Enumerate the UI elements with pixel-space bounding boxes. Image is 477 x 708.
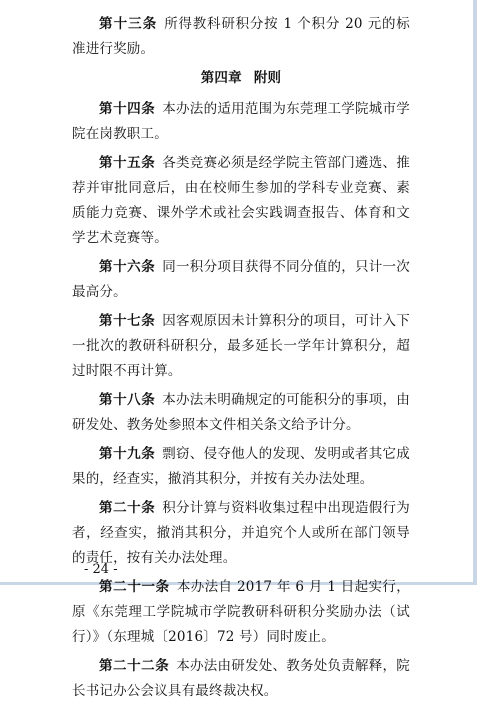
article-17 <box>72 309 410 384</box>
chapter-number: 第四章 <box>200 70 242 86</box>
article-19 <box>72 442 410 492</box>
page-frame-right <box>473 0 477 585</box>
chapter-heading <box>72 66 410 91</box>
article-label: 第十三条 <box>99 16 158 32</box>
article-label: 第二十条 <box>99 500 156 516</box>
article-21 <box>72 575 410 650</box>
article-text: 因客观原因未计算积分的项目，可计入下一批次的教研科研积分，最多延长一学年计算积分，超过时限不再计算。 <box>72 313 410 379</box>
article-label: 第十六条 <box>99 259 156 275</box>
article-text: 各类竞赛必须是经学院主管部门遴选、推荐并审批同意后，由在校师生参加的学科专业竞赛、素质能力竞赛、课外学术或社会实践调查报告、体育和文学艺术竞赛等。 <box>72 155 410 246</box>
article-label: 第十七条 <box>99 313 156 329</box>
article-text: 本办法的适用范围为东莞理工学院城市学院在岗教职工。 <box>72 101 410 142</box>
article-text: 积分计算与资料收集过程中出现造假行为者，经查实，撤消其积分，并追究个人或所在部门领导的责任，按有关办法处理。 <box>72 500 410 566</box>
article-14 <box>72 97 410 147</box>
article-15 <box>72 151 410 251</box>
chapter-title: 附则 <box>253 70 282 86</box>
article-16 <box>72 255 410 305</box>
page-number: - 24 - <box>84 562 118 577</box>
article-22 <box>72 654 410 704</box>
article-label: 第十五条 <box>99 155 156 171</box>
article-text: 同一积分项目获得不同分值的，只计一次最高分。 <box>72 259 410 300</box>
article-18 <box>72 388 410 438</box>
article-text: 本办法自 2017 年 6 月 1 日起实行，原《东莞理工学院城市学院教研科研积分奖励办法（试行）》（东理城〔2016〕72 号）同时废止。 <box>72 579 410 645</box>
article-text: 所得教科研积分按 1 个积分 20 元的标准进行奖励。 <box>72 16 410 57</box>
article-text: 本办法未明确规定的可能积分的事项，由研发处、教务处参照本文件相关条文给予计分。 <box>72 392 410 433</box>
article-label: 第十四条 <box>99 101 156 117</box>
article-13 <box>72 12 410 62</box>
article-label: 第二十二条 <box>99 658 170 674</box>
article-20 <box>72 496 410 571</box>
article-text: 本办法由研发处、教务处负责解释，院长书记办公会议具有最终裁决权。 <box>72 658 410 699</box>
document-page <box>72 12 410 708</box>
article-label: 第二十一条 <box>99 579 170 595</box>
article-text: 剽窃、侵夺他人的发现、发明或者其它成果的，经查实，撤消其积分，并按有关办法处理。 <box>72 446 410 487</box>
article-label: 第十八条 <box>99 392 156 408</box>
article-label: 第十九条 <box>99 446 156 462</box>
